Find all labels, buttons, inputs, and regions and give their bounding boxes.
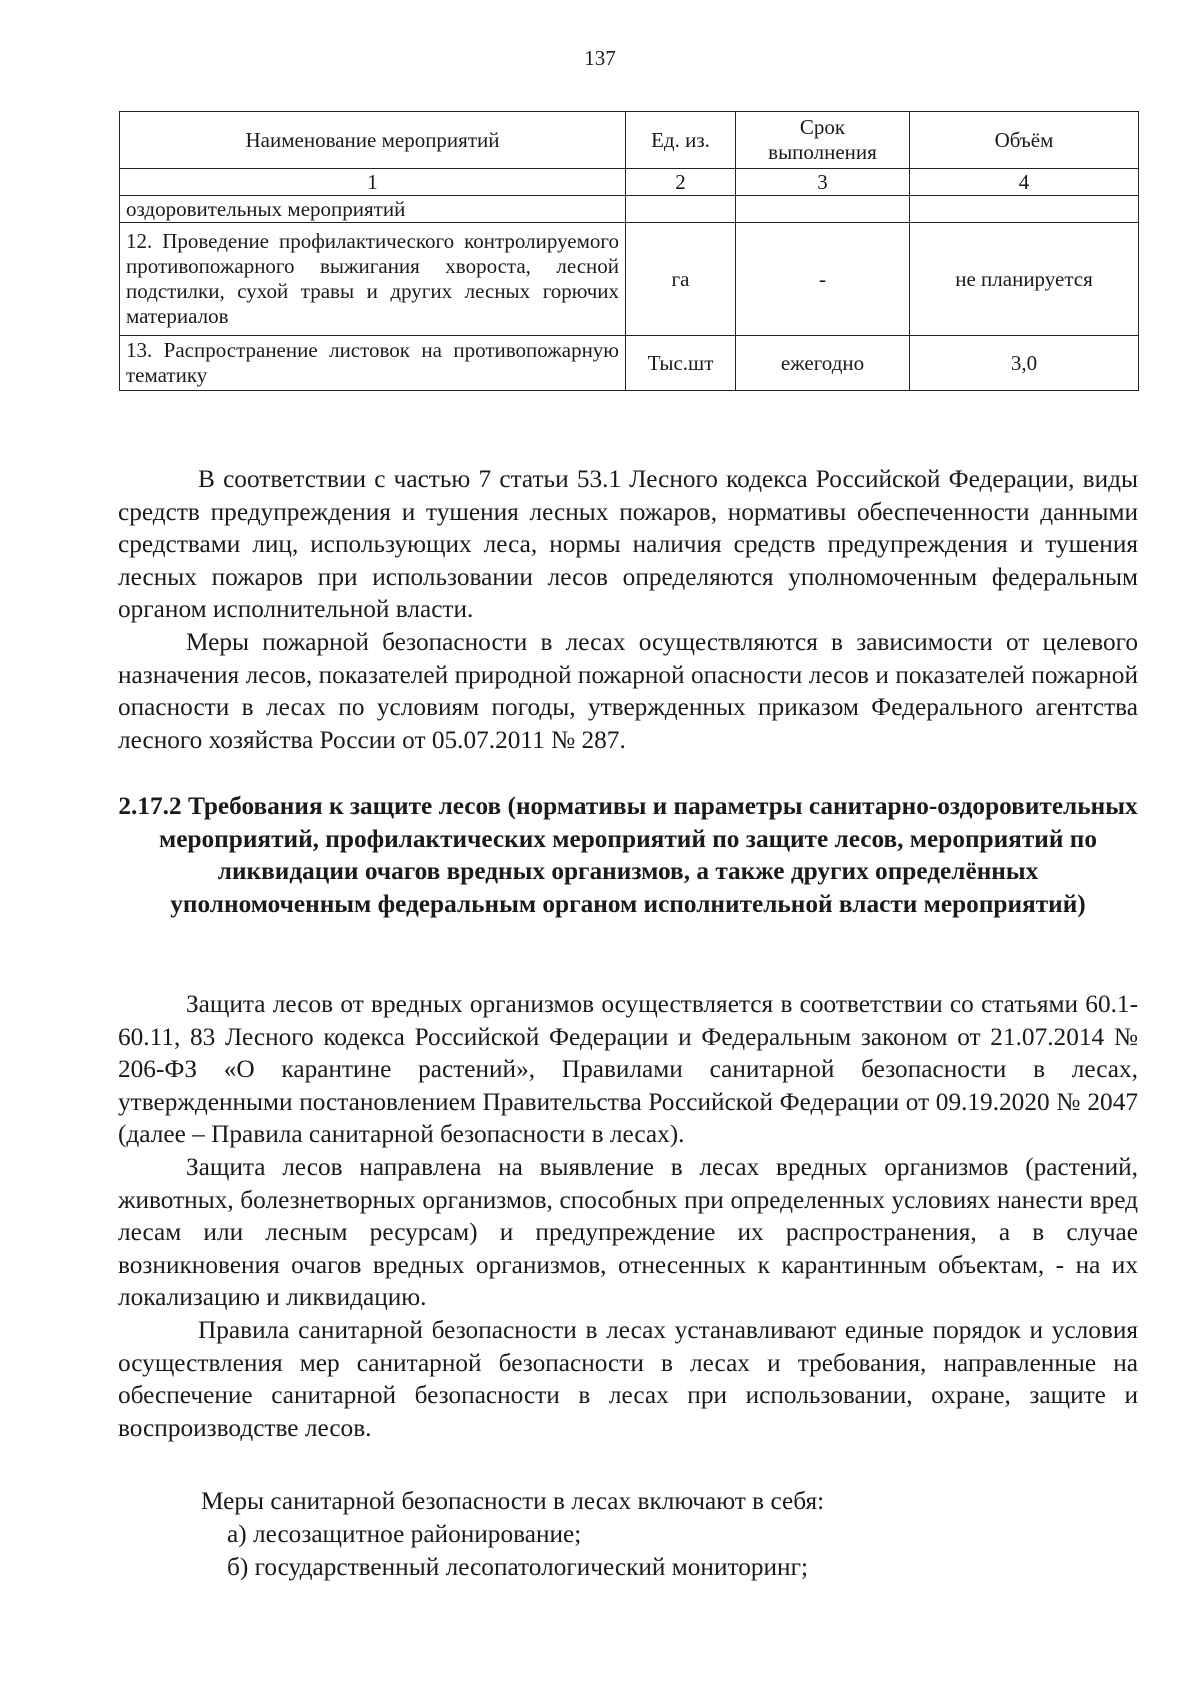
paragraph: В соответствии с частью 7 статьи 53.1 Лесного кодекса Российской Федерации, виды средств предупреждения и тушения лесных пожаров, нормативы обеспеченности данными средствами лиц, использующих леса, нормы наличия средств предупреждения и тушения лесных пожаров при использовании лесов определяются уполномоченным федеральным органом исполнительной власти. — [118, 465, 1138, 624]
table-header-row — [120, 112, 1139, 169]
column-number: 2 — [626, 169, 736, 196]
table-row — [120, 196, 1139, 223]
row-volume: 3,0 — [910, 336, 1139, 391]
list-intro: Меры санитарной безопасности в лесах включают в себя: — [201, 1487, 825, 1515]
row-term — [736, 196, 910, 223]
row-name: 12. Проведение профилактического контролируемого противопожарного выжигания хвороста, лесной подстилки, сухой травы и других лесных горючих материалов — [120, 223, 626, 336]
column-number: 1 — [120, 169, 626, 196]
list-item: а) лесозащитное районирование; — [227, 1520, 582, 1548]
measures-list — [227, 1518, 808, 1583]
row-unit: Тыс.шт — [626, 336, 736, 391]
row-name: оздоровительных мероприятий — [120, 196, 626, 223]
forest-protection-text — [118, 988, 1138, 1444]
paragraph: Защита лесов от вредных организмов осуществляется в соответствии со статьями 60.1-60.11, 83 Лесного кодекса Российской Федерации и Федеральным законом от 21.07.2014 № 206-ФЗ «О карантине растений», Правилами санитарной безопасности в лесах, утвержденными постановлением Правительства Российской Федерации от 09.19.2020 № 2047 (далее – Правила санитарной безопасности в лесах). — [118, 990, 1138, 1149]
column-numbers-row — [120, 169, 1139, 196]
table-row — [120, 336, 1139, 391]
paragraph: Меры пожарной безопасности в лесах осуществляются в зависимости от целевого назначения лесов, показателей природной пожарной опасности лесов и показателей пожарной опасности в лесах по условиям погоды, утвержденных приказом Федерального агентства лесного хозяйства России от 05.07.2011 № 287. — [118, 627, 1138, 754]
table-row — [120, 223, 1139, 336]
list-item: б) государственный лесопатологический мониторинг; — [227, 1552, 809, 1581]
row-volume — [910, 196, 1139, 223]
section-heading: 2.17.2 Требования к защите лесов (нормативы и параметры санитарно-оздоровительных мероприятий, профилактических мероприятий по защите лесов, мероприятий по ликвидации очагов вредных организмов, а также других определённых уполномоченным федеральным органом исполнительной власти мероприятий) — [118, 792, 1138, 918]
header-term: Срок выполнения — [736, 112, 910, 169]
header-name: Наименование мероприятий — [120, 112, 626, 169]
row-volume: не планируется — [910, 223, 1139, 336]
header-volume: Объём — [910, 112, 1139, 169]
column-number: 3 — [736, 169, 910, 196]
paragraph: Правила санитарной безопасности в лесах устанавливают единые порядок и условия осуществления мер санитарной безопасности в лесах и требования, направленные на обеспечение санитарной безопасности в лесах при использовании, охране, защите и воспроизводстве лесов. — [118, 1315, 1138, 1442]
fire-safety-text — [118, 463, 1138, 756]
row-unit: га — [626, 223, 736, 336]
row-unit — [626, 196, 736, 223]
row-term: - — [736, 223, 910, 336]
row-term: ежегодно — [736, 336, 910, 391]
column-number: 4 — [910, 169, 1139, 196]
row-name: 13. Распространение листовок на противопожарную тематику — [120, 336, 626, 391]
header-unit: Ед. из. — [626, 112, 736, 169]
paragraph: Защита лесов направлена на выявление в лесах вредных организмов (растений, животных, болезнетворных организмов, способных при определенных условиях нанести вред лесам или лесным ресурсам) и предупреждение их распространения, а в случае возникновения очагов вредных организмов, отнесенных к карантинным объектам, - на их локализацию и ликвидацию. — [118, 1152, 1138, 1312]
page-number: 137 — [584, 46, 616, 70]
measures-table — [119, 111, 1139, 391]
